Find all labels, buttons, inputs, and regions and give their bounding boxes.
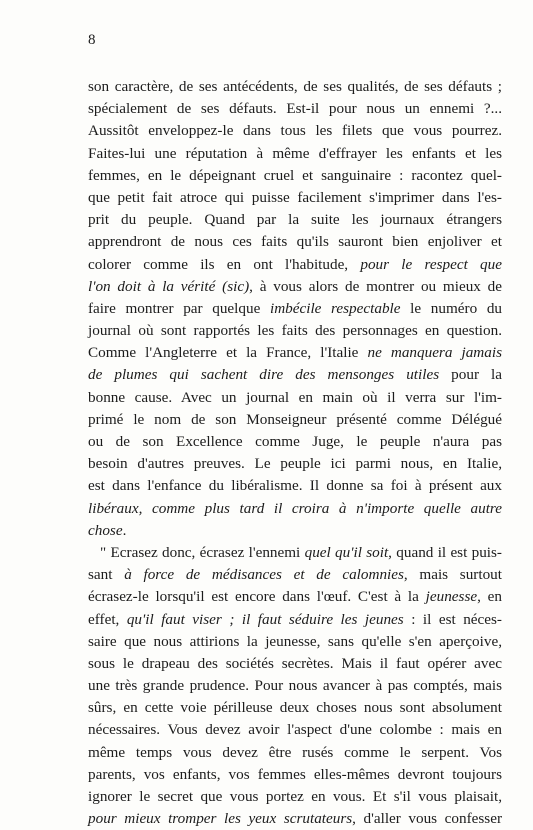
text-segment: . (122, 521, 127, 539)
text-line (88, 165, 502, 187)
text-line (88, 564, 502, 586)
italic-text: jeunesse (425, 588, 478, 606)
text-segment: Faites-lui une réputation à même d'effrayer les enfants et les (88, 144, 502, 162)
italic-text: qu'il faut viser ; il faut séduire les jeunes (126, 610, 404, 628)
text-line (88, 431, 502, 453)
text-segment: journal où sont rapportés les faits des personnages en question. (88, 322, 502, 340)
text-line (88, 276, 502, 298)
text-line (88, 520, 502, 542)
italic-text: pour le respect que (360, 255, 502, 273)
text-line (88, 742, 502, 764)
text-line (88, 298, 502, 320)
text-line (88, 120, 502, 142)
text-line (88, 542, 502, 564)
text-line (88, 320, 502, 342)
page-number: 8 (88, 32, 96, 48)
text-segment: ou de son Excellence comme Juge, le peuple n'aura pas (88, 433, 502, 450)
text-line (88, 254, 502, 276)
italic-text: quel qu'il soit (304, 543, 389, 561)
text-segment: , quand il est puis- (388, 543, 502, 561)
text-line (88, 653, 502, 675)
text-segment: : il est néces- (403, 610, 502, 628)
italic-text: pour mieux tromper les yeux scrutateurs (88, 810, 353, 828)
text-line (88, 719, 502, 741)
text-segment: Aussitôt enveloppez-le dans tous les filets que vous pourrez. (88, 122, 502, 140)
text-segment: besoin d'autres preuves. Le peuple ici parmi nous, en Italie, (88, 455, 502, 473)
text-segment: écrasez-le lorsqu'il est encore dans l'œuf. C'est à la (88, 588, 426, 606)
text-segment: saire que nous attirions la jeunesse, sans qu'elle s'en aperçoive, (88, 632, 502, 650)
text-segment: , mais surtout (403, 566, 502, 584)
text-segment: colorer comme ils en ont l'habitude, (88, 255, 361, 273)
text-segment: que petit fait atroce qui puisse facilement s'imprimer dans l'es- (88, 188, 502, 206)
text-segment: , d'aller vous confesser (352, 810, 502, 828)
text-segment: son caractère, de ses antécédents, de ses qualités, de ses défauts ; (88, 78, 502, 95)
italic-text: chose (88, 521, 123, 539)
text-segment: parents, vos enfants, vos femmes elles-mêmes devront toujours (88, 765, 502, 783)
text-line (88, 609, 502, 631)
text-segment: pour la (439, 366, 502, 384)
text-segment: sant (88, 566, 125, 584)
text-segment: apprendront de nous ces faits qu'ils sauront bien enjoliver et (88, 233, 502, 251)
text-line (88, 209, 502, 231)
text-line (88, 498, 502, 520)
text-line (88, 764, 502, 786)
text-segment: bonne cause. Avec un journal en main où il verra sur l'im- (88, 388, 502, 406)
text-segment: prit du peuple. Quand par la suite les journaux étrangers (88, 211, 502, 229)
text-line (88, 342, 502, 364)
text-segment: une très grande prudence. Pour nous avancer à pas comptés, mais (88, 677, 502, 695)
italic-text: de plumes qui sachent dire des mensonges utiles (88, 366, 440, 384)
text-segment: sous le drapeau des sociétés secrètes. Mais il faut opérer avec (88, 654, 502, 672)
text-segment: effet, (88, 610, 127, 628)
text-line (88, 786, 502, 808)
text-line (88, 631, 502, 653)
text-line (88, 143, 502, 165)
text-segment: primé le nom de son Monseigneur présenté comme Délégué (88, 410, 502, 428)
text-line (88, 409, 502, 431)
text-line (88, 364, 502, 386)
text-line (88, 675, 502, 697)
text-segment: " Ecrasez donc, écrasez l'ennemi (100, 543, 305, 561)
text-line (88, 387, 502, 409)
body-text (88, 76, 502, 830)
text-line (88, 187, 502, 209)
text-segment: ignorer le secret que vous portez en vous. Et s'il vous plaisait, (88, 788, 502, 805)
text-segment: femmes, en le dépeignant cruel et sanguinaire : racontez quel- (88, 166, 502, 184)
italic-text: l'on doit à la vérité (sic) (88, 277, 250, 295)
italic-text: à force de médisances et de calomnies (124, 566, 404, 584)
text-line (88, 697, 502, 719)
text-segment: , à vous alors de montrer ou mieux de (249, 277, 502, 295)
text-segment: spécialement de ses défauts. Est-il pour nous un ennemi ?... (88, 100, 502, 118)
text-segment: sûrs, en cette voie périlleuse deux choses nous sont absolument (88, 699, 502, 717)
text-segment: est dans l'enfance du libéralisme. Il donne sa foi à présent aux (88, 477, 502, 495)
text-segment: même temps vous devez être rusés comme le serpent. Vos (88, 743, 502, 761)
text-segment: nécessaires. Vous devez avoir l'aspect d'une colombe : mais en (88, 721, 502, 739)
italic-text: libéraux, comme plus tard il croira à n'importe quelle autre (88, 499, 502, 517)
italic-text: ne manquera jamais (367, 344, 502, 362)
text-line (88, 98, 502, 120)
text-segment: , en (477, 588, 502, 606)
text-line (88, 76, 502, 98)
text-line (88, 453, 502, 475)
text-segment: le numéro du (400, 299, 503, 317)
text-line (88, 231, 502, 253)
text-line (88, 475, 502, 497)
text-line (88, 586, 502, 608)
text-segment: faire montrer par quelque (88, 299, 270, 317)
italic-text: imbécile respectable (269, 299, 401, 317)
text-segment: Comme l'Angleterre et la France, l'Italie (88, 344, 368, 362)
